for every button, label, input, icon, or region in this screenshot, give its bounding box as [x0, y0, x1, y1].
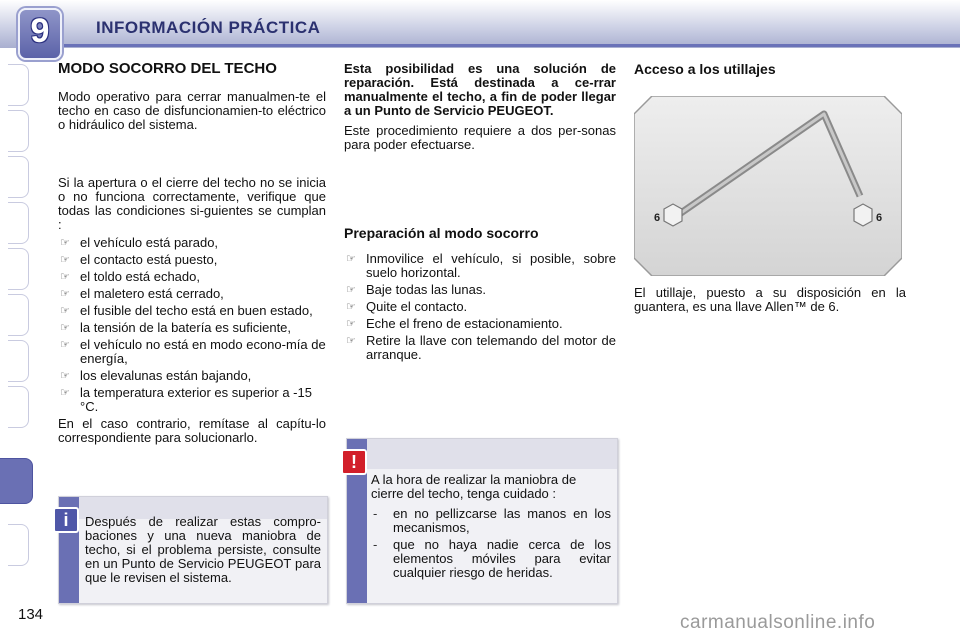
section-title: MODO SOCORRO DEL TECHO	[58, 60, 277, 77]
list-item: ☞ el fusible del techo está en buen estado,	[60, 303, 313, 318]
prep-steps-list	[344, 252, 616, 362]
chapter-tab-9-active[interactable]	[0, 458, 33, 504]
chapter-title: INFORMACIÓN PRÁCTICA	[96, 18, 321, 37]
pointing-hand-icon: ☞	[346, 284, 356, 296]
list-item: ☞ Inmovilice el vehículo, si posible, sobre suelo horizontal.	[346, 251, 616, 280]
header-divider	[56, 44, 960, 47]
pointing-hand-icon: ☞	[60, 271, 70, 283]
chapter-badge	[18, 8, 62, 60]
figure-label-left: 6	[654, 212, 661, 224]
chapter-tab-2[interactable]	[8, 110, 29, 152]
access-title: Acceso a los utillajes	[634, 61, 776, 77]
left-column	[58, 62, 326, 445]
right-column	[634, 62, 906, 76]
pointing-hand-icon: ☞	[60, 339, 70, 351]
list-item: ☞ el toldo está echado,	[60, 269, 200, 284]
figure-label-right: 6	[876, 212, 883, 224]
info-icon: i	[53, 507, 79, 533]
conditions-intro: Si la apertura o el cierre del techo no se inicia o no funciona correctamente, verifique que todas las condiciones si-guientes se cumplan :	[58, 175, 326, 232]
middle-column	[344, 62, 616, 365]
chapter-tab-6[interactable]	[8, 294, 29, 336]
intro-paragraph: Modo operativo para cerrar manualmen-te el techo en caso de disfuncionamien-to eléctrico o hidráulico del sistema.	[58, 89, 326, 132]
watermark: carmanualsonline.info	[680, 612, 876, 633]
dash-marker: -	[373, 506, 378, 521]
list-item: ☞ Retire la llave con telemando del motor de arranque.	[346, 333, 616, 362]
chapter-number: 9	[30, 12, 50, 50]
chapter-tab-8[interactable]	[8, 386, 29, 428]
info-note-text: Después de realizar estas compro-baciones y una nueva maniobra de techo, si el problema persiste, consulte en un Punto de Servicio PEUGEOT para que le revisen el sistema.	[85, 514, 321, 585]
warning-intro: A la hora de realizar la maniobra de cierre del techo, tenga cuidado :	[371, 472, 577, 501]
chapter-tab-5[interactable]	[8, 248, 29, 290]
pointing-hand-icon: ☞	[60, 237, 70, 249]
list-item: ☞ Quite el contacto.	[346, 299, 468, 314]
pointing-hand-icon: ☞	[60, 370, 70, 382]
pointing-hand-icon: ☞	[60, 305, 70, 317]
pointing-hand-icon: ☞	[60, 288, 70, 300]
chapter-tab-1[interactable]	[8, 64, 29, 106]
dash-marker: -	[373, 537, 378, 552]
warning-list	[371, 507, 611, 580]
list-item: - que no haya nadie cerca de los elementos móviles para evitar cualquier riesgo de heridas.	[373, 537, 611, 580]
pointing-hand-icon: ☞	[60, 254, 70, 266]
figure-caption: El utillaje, puesto a su disposición en la guantera, es una llave Allen™ de 6.	[634, 285, 906, 314]
allen-key-illustration	[634, 96, 902, 276]
page-number: 134	[18, 606, 44, 623]
procedure-note: Este procedimiento requiere a dos per-sonas para poder efectuarse.	[344, 123, 616, 152]
list-item: ☞ Baje todas las lunas.	[346, 282, 486, 297]
list-item: ☞ el contacto está puesto,	[60, 252, 218, 267]
chapter-tab-3[interactable]	[8, 156, 29, 198]
warning-note	[346, 438, 618, 604]
prep-title: Preparación al modo socorro	[344, 225, 539, 241]
warning-note-body	[371, 473, 611, 583]
pointing-hand-icon: ☞	[60, 322, 70, 334]
list-item: ☞ los elevalunas están bajando,	[60, 368, 252, 383]
pointing-hand-icon: ☞	[346, 253, 356, 265]
figure-frame	[634, 96, 902, 276]
chapter-tab-10[interactable]	[8, 524, 29, 566]
chapter-tabs	[0, 64, 32, 584]
bold-intro: Esta posibilidad es una solución de reparación. Está destinada a ce-rrar manualmente el techo, a fin de poder llegar a un Punto de Servicio PEUGEOT.	[344, 61, 616, 118]
list-item: ☞ el vehículo no está en modo econo-mía de energía,	[60, 337, 326, 366]
note-top-band	[367, 439, 617, 469]
list-item: ☞ Eche el freno de estacionamiento.	[346, 316, 563, 331]
hex-bolt-left	[664, 204, 682, 226]
pointing-hand-icon: ☞	[346, 335, 356, 347]
warning-icon: !	[341, 449, 367, 475]
list-item: ☞ la tensión de la batería es suficiente,	[60, 320, 292, 335]
outro-paragraph: En el caso contrario, remítase al capítu-lo correspondiente para solucionarlo.	[58, 416, 326, 445]
list-item: - en no pellizcarse las manos en los mecanismos,	[373, 506, 611, 535]
chapter-tab-4[interactable]	[8, 202, 29, 244]
chapter-tab-7[interactable]	[8, 340, 29, 382]
hex-bolt-right	[854, 204, 872, 226]
pointing-hand-icon: ☞	[346, 318, 356, 330]
conditions-list	[58, 236, 326, 414]
pointing-hand-icon: ☞	[346, 301, 356, 313]
list-item: ☞ el maletero está cerrado,	[60, 286, 224, 301]
info-note	[58, 496, 328, 604]
list-item: ☞ la temperatura exterior es superior a -15 °C.	[60, 385, 312, 414]
list-item: ☞ el vehículo está parado,	[60, 235, 219, 250]
pointing-hand-icon: ☞	[60, 387, 70, 399]
